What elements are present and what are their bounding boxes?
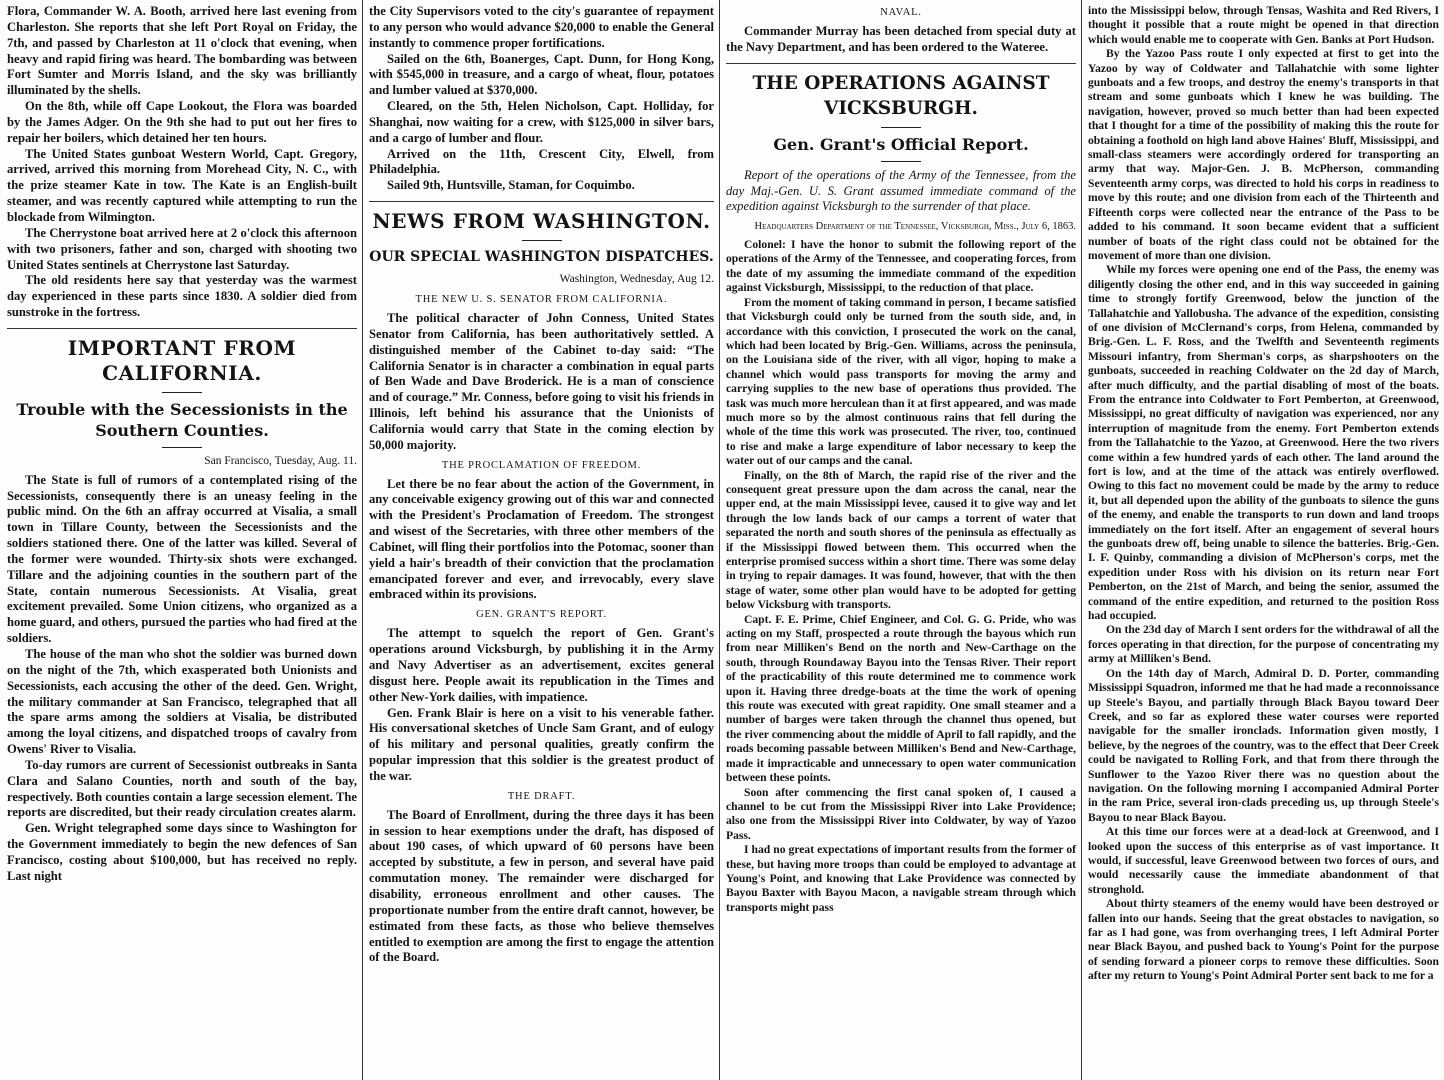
greenwood-paragraph: While my forces were opening one end of the Pass, the enemy was diligently closing the other end, and in this way succeeded in gaining time to strongly fortify Greenwood, below the junction of the Tallahatchie and Yallobusha. The advance of the expedition, consisting of one division of McClernand's corps, from Helena, commanded by Brig.-Gen. L. F. Ross, and the Twelfth and Seventeenth regiments Missouri infantry, from Sherman's corps, as sharpshooters on the gunboats, succeeded in reaching Coldwater on the 2d day of March, after much difficulty, and the partial disabling of most of the boats. From the entrance into Coldwater to Fort Pemberton, at Greenwood, Mississippi, no great difficulty of navigation was experienced, nor any interruption of magnitude from the enemy. Fort Pemberton extends from the Tallahatchie to the Yazoo, at Greenwood. Here the two rivers come within a few hundred yards of each other. The land around the fort is low, and at the time of the attack was entirely overflowed. Owing to this fact no movement could be made by the army to reduce it, but all depended upon the ability of the gunboats to silence the guns of the enemy, and enable the transports to run down and land troops immediately on the fort itself. After an engagement of several hours the gunboats drew off, being unable to silence the batteries. Brig.-Gen. I. F. Quinby, commanding a division of McPherson's corps, met the expedition under Ross with his division on its return near Fort Pemberton, on the 21st of March, and being the senior, assumed the command of the entire expedition, and returned to the position Ross had occupied. [1088,263,1439,623]
section-rule [369,201,714,202]
supervisors-paragraph: the City Supervisors voted to the city's guarantee of repayment to any person who would advance $20,000 to enable the General instantly to commence proper fortifications. [369,4,714,50]
report-opening-paragraph: Colonel: I have the honor to submit the following report of the operations of the Army of the Tennessee, and cooperating forces, from the date of my assuming the immediate command of the expedition against Vicksburgh, Mississippi, to the reduction of that place. [726,238,1076,295]
expectations-paragraph: I had no great expectations of important results from the former of these, but having more troops than could be employed to advantage at Young's Point, and knowing that Lake Providence was connected by Bayou Baxter with Bayou Macon, a navigable stream through which transports might pass [726,843,1076,914]
subhead-dash [881,161,921,162]
washington-subhead: OUR SPECIAL WASHINGTON DISPATCHES. [369,249,714,266]
vicksburgh-headline: THE OPERATIONS AGAINST VICKSBURGH. [752,72,1050,119]
column-1 [0,0,362,1080]
canal-paragraph: From the moment of taking command in person, I became satisfied that Vicksburgh could only be turned from the south side, and, in accordance with this conviction, I prosecuted the work on the canal, which had been located by Brig.-Gen. Williams, across the peninsula, on the Louisiana side of the river, with all vigor, hoping to make a channel which would pass transports for moving the army and carrying supplies to the new base of operations thus provided. The task was much more herculean than it at first appeared, and was made much more so by the almost continuous rains that fell during the whole of the time this work was prosecuted. The river, too, continued to rise and make a large expenditure of labor necessary to keep the water out of our camps and the canal. [726,295,1076,468]
section-rule [7,328,357,329]
dead-lock-paragraph: At this time our forces were at a dead-lock at Greenwood, and I looked upon the success of this enterprise as of vast importance. It would, if successful, leave Greenwood between two forces of ours, and would necessarily cause the immediate abandonment of that stronghold. [1088,825,1439,896]
yazoo-pass-paragraph: By the Yazoo Pass route I only expected at first to get into the Yazoo by way of Coldwater and Tallahatchie with some lighter gunboats and a few troops, and destroy the enemy's transports in that stream and some gunboats which I knew he was building. The navigation, however, proved so much better than had been expected that I thought for a time of the possibility of making this the route for obtaining a foothold on high land above Haines' Bluff, Mississippi, and small-class steamers were accordingly ordered for transporting an army that way. Major-Gen. J. B. McPherson, commanding Seventeenth army corps, was directed to hold his corps in readiness to move by this route; and one division from each of the Thirteenth and Fifteenth corps were collected near the entrance of the Pass to be added to his command. It soon became evident that a sufficient number of boats of the right class could not be obtained for the movement of more than one division. [1088,47,1439,262]
column-4 [1081,0,1444,1080]
washington-dateline: Washington, Wednesday, Aug 12. [559,273,714,286]
grant-report-section-head: GEN. GRANT'S REPORT. [476,609,607,621]
withdrawal-paragraph: On the 23d day of March I sent orders for the withdrawal of all the forces operating in that direction, for the purpose of concentrating my army at Milliken's Bend. [1088,623,1439,666]
report-body [726,238,1076,915]
flora-arrival-paragraph: Flora, Commander W. A. Booth, arrived here last evening from Charleston. She reports that she left Port Royal on Friday, the 7th, and passed by Charleston at 11 o'clock that evening, when heavy and rapid firing was heard. The bombarding was between Fort Sumter and Morris Island, and the sky was brilliantly illuminated by the shells. [7,4,357,98]
california-subhead: Trouble with the Secessionists in the Southern Counties. [16,399,348,440]
column-3 [719,0,1081,1080]
house-burned-paragraph: The house of the man who shot the soldier was burned down on the night of the 7th, which exasperated both Unionists and Secessionists, each accusing the other of the deed. Gen. Wright, the military commander at San Francisco, telegraphed that all the spare arms among the soldiers at Visalia, be distributed among the loyal citizens, and dispatched troops of cavalry from Owens' River to Visalia. [7,647,357,757]
thirty-steamers-paragraph: About thirty steamers of the enemy would have been destroyed or fallen into our hands. Seeing that the great obstacles to navigation, so far as I had gone, was from overhanging trees, I left Admiral Porter near Black Bayou, and pushed back to Young's Point for the purpose of sending forward a pioneer corps to remove these difficulties. Soon after my return to Young's Point Admiral Porter sent back to me for a [1088,897,1439,983]
porter-reconnoissance-paragraph: On the 14th day of March, Admiral D. D. Porter, commanding Mississippi Squadron, informed me that he had made a reconnoissance up Steele's Bayou, and partially through Black Bayou toward Deer Creek, and so far as explored these water courses were reported navigable for the smaller ironclads. Information given mostly, I believe, by the negroes of the country, was to the effect that Deer Creek could be navigated to Rolling Fork, and that from there through the Sunflower to the Yazoo River there was no question about the navigation. On the following morning I accompanied Admiral Porter in the ram Price, several iron-clads preceding us, up through Steele's Bayou to near Black Bayou. [1088,666,1439,824]
section-rule [726,63,1076,64]
headquarters-dateline: Headquarters Department of the Tennessee, Vicksburgh, Miss., July 6, 1863. [754,221,1076,233]
grant-report-subhead: Gen. Grant's Official Report. [773,134,1029,154]
draft-section-head: THE DRAFT. [507,790,576,802]
murray-paragraph: Commander Murray has been detached from special duty at the Navy Department, and has been ordered to the Wateree. [726,24,1076,54]
boanerges-paragraph: Sailed on the 6th, Boanerges, Capt. Dunn, for Hong Kong, with $545,000 in treasure, and a cargo of wheat, flour, potatoes and lumber valued at $370,000. [369,51,714,98]
headline-dash [881,127,921,128]
state-rumors-paragraph: The State is full of rumors of a contemplated rising of the Secessionists, consequently there is an uneasy feeling in the public mind. On the 6th an affray occurred at Visalia, a small town in Tillare County, between the Secessionists and the soldiers stationed there. One of the latter was killed. Several of the former were wounded. Thirty-six shots were exchanged. Tillare and the adjoining counties in the southern part of the State, contain numerous Secessionists. At Visalia, great excitement prevailed. Some Union citizens, who organized as a home guard, and others, pursued the parties who had fired at the soldiers. [7,472,357,646]
report-intro: Report of the operations of the Army of the Tennessee, from the day Maj.-Gen. U. S. Grant assumed immediate command of the expedition against Vicksburgh to the surrender of that place. [726,167,1076,214]
cherrystone-paragraph: The Cherrystone boat arrived here at 2 o'clock this afternoon with two prisoners, father and son, charged with shooting two United States sentinels at Cherrystone last Saturday. [7,225,357,272]
column-2 [362,0,719,1080]
senator-section-head: THE NEW U. S. SENATOR FROM CALIFORNIA. [415,293,668,305]
lake-providence-paragraph: Soon after commencing the first canal spoken of, I caused a channel to be cut from the Mississippi River into Lake Providence; also one from the Mississippi River into Coldwater, by way of Yazoo Pass. [726,785,1076,842]
flora-boarded-paragraph: On the 8th, while off Cape Lookout, the Flora was boarded by the James Adger. On the 9th she had to put out her fires to repair her boilers, which detained her ten hours. [7,99,357,145]
defences-paragraph: Gen. Wright telegraphed some days since to Washington for the Government immediately to begin the new defences of San Francisco, costing about $100,000, but has received no reply. Last night [7,821,357,883]
helen-nicholson-paragraph: Cleared, on the 5th, Helen Nicholson, Capt. Holliday, for Shanghai, now waiting for a crew, with $125,000 in silver bars, and a cargo of lumber and flour. [369,99,714,145]
subhead-dash [162,447,202,448]
headline-dash [162,392,202,393]
red-rivers-paragraph: into the Mississippi below, through Tensas, Washita and Red Rivers, I thought it possible that a route might be opened in that direction which would enable me to cooperate with Gen. Banks at Port Hudson. [1088,4,1439,46]
proclamation-paragraph: Let there be no fear about the action of the Government, in any conceivable exigency growing out of this war and connected with the President's Proclamation of Freedom. The strongest and wisest of the Secretaries, with three other members of the Cabinet, will fling their portfolios into the Potomac, sooner than yield a hair's breadth of their conviction that the proclamation emancipated forever and ever, and irrevocably, every slave embraced within its provisions. [369,476,714,602]
outbreak-rumors-paragraph: To-day rumors are current of Secessionist outbreaks in Santa Clara and Salano Counties, north and south of the bay, respectively. Both counties contain a large secession element. The reports are discredited, but their ready circulation creates alarm. [7,757,357,820]
proclamation-section-head: THE PROCLAMATION OF FREEDOM. [441,459,642,471]
grant-report-paragraph: The attempt to squelch the report of Gen. Grant's operations around Vicksburgh, by publishing it in the Army and Navy Advertiser as an advertisement, excites general disgust here. People await its republication in the Times and other New-York dailies, with impatience. [369,626,714,704]
naval-section-head: NAVAL. [880,7,922,18]
levee-paragraph: Finally, on the 8th of March, the rapid rise of the river and the consequent great pressure upon the dam across the canal, near the upper end, at the main Mississippi levee, caused it to give way and let through the low lands back of our camps a torrent of water that separated the north and south shores of the peninsula as effectually as if the Mississippi flowed between them. This occurred when the enterprise promised success within a short time. There was some delay in trying to repair damages. It was found, however, that with the then stage of water, some other plan would have to be adopted for getting below Vicksburg with transports. [726,468,1076,612]
western-world-paragraph: The United States gunboat Western World, Capt. Gregory, arrived, arrived this morning from Morehead City, N. C., with the prize steamer Kate in tow. The Kate is an English-built steamer, and was recently captured while attempting to run the blockade from Wilmington. [7,146,357,224]
washington-headline: NEWS FROM WASHINGTON. [372,209,711,234]
san-francisco-dateline: San Francisco, Tuesday, Aug. 11. [204,454,357,467]
frank-blair-paragraph: Gen. Frank Blair is here on a visit to his venerable father. His conversational sketches of Uncle Sam Grant, and of eulogy of his military and personal qualities, greatly confirm the popular impression that this soldier is the greatest product of the war. [369,705,714,783]
warm-weather-paragraph: The old residents here say that yesterday was the warmest day experienced in these parts since 1830. A soldier died from sunstroke in the fortress. [7,273,357,320]
headline-dash [522,240,562,241]
crescent-city-paragraph: Arrived on the 11th, Crescent City, Elwell, from Philadelphia. [369,146,714,177]
huntsville-paragraph: Sailed 9th, Huntsville, Staman, for Coquimbo. [387,178,635,193]
bayou-route-paragraph: Capt. F. E. Prime, Chief Engineer, and Col. G. G. Pride, who was acting on my Staff, prospected a route through the bayous which run from near Milliken's Bend on the north and New-Carthage on the south, through Roundaway Bayou into the Tensas River. Their report of the practicability of this route determined me to commence work upon it. Having three dredge-boats at the time the work of opening this route was executed with great rapidity. One small steamer and a number of barges were taken through the channel thus opened, but the river commencing about the middle of April to fall rapidly, and the roads becoming passable between Milliken's Bend and New-Carthage, made it impracticable and unnecessary to open water communication between these points. [726,612,1076,785]
draft-paragraph: The Board of Enrollment, during the three days it has been in session to hear exemptions under the draft, has disposed of about 190 cases, of which upward of 60 persons have been accepted by substitute, a few in person, and several have paid commutation money. The remainder were discharged for disability, erroneous enrollment and other causes. The proportionate number from the entire draft cannot, however, be estimated from these facts, as those who believe themselves entitled to exemption are among the first to engage the attention of the Board. [369,807,714,965]
california-headline: IMPORTANT FROM CALIFORNIA. [67,335,297,385]
conness-paragraph: The political character of John Conness, United States Senator from California, has been authoritatively settled. A distinguished member of the Cabinet to-day said: “The California Senator is in character a combination in equal parts of Ben Wade and Dave Broderick. He is a man of conscience and of courage.” Mr. Conness, before going to visit his friends in Illinois, left behind his assurance that the Unionists of California would carry that State in the coming election by 50,000 majority. [369,310,714,452]
